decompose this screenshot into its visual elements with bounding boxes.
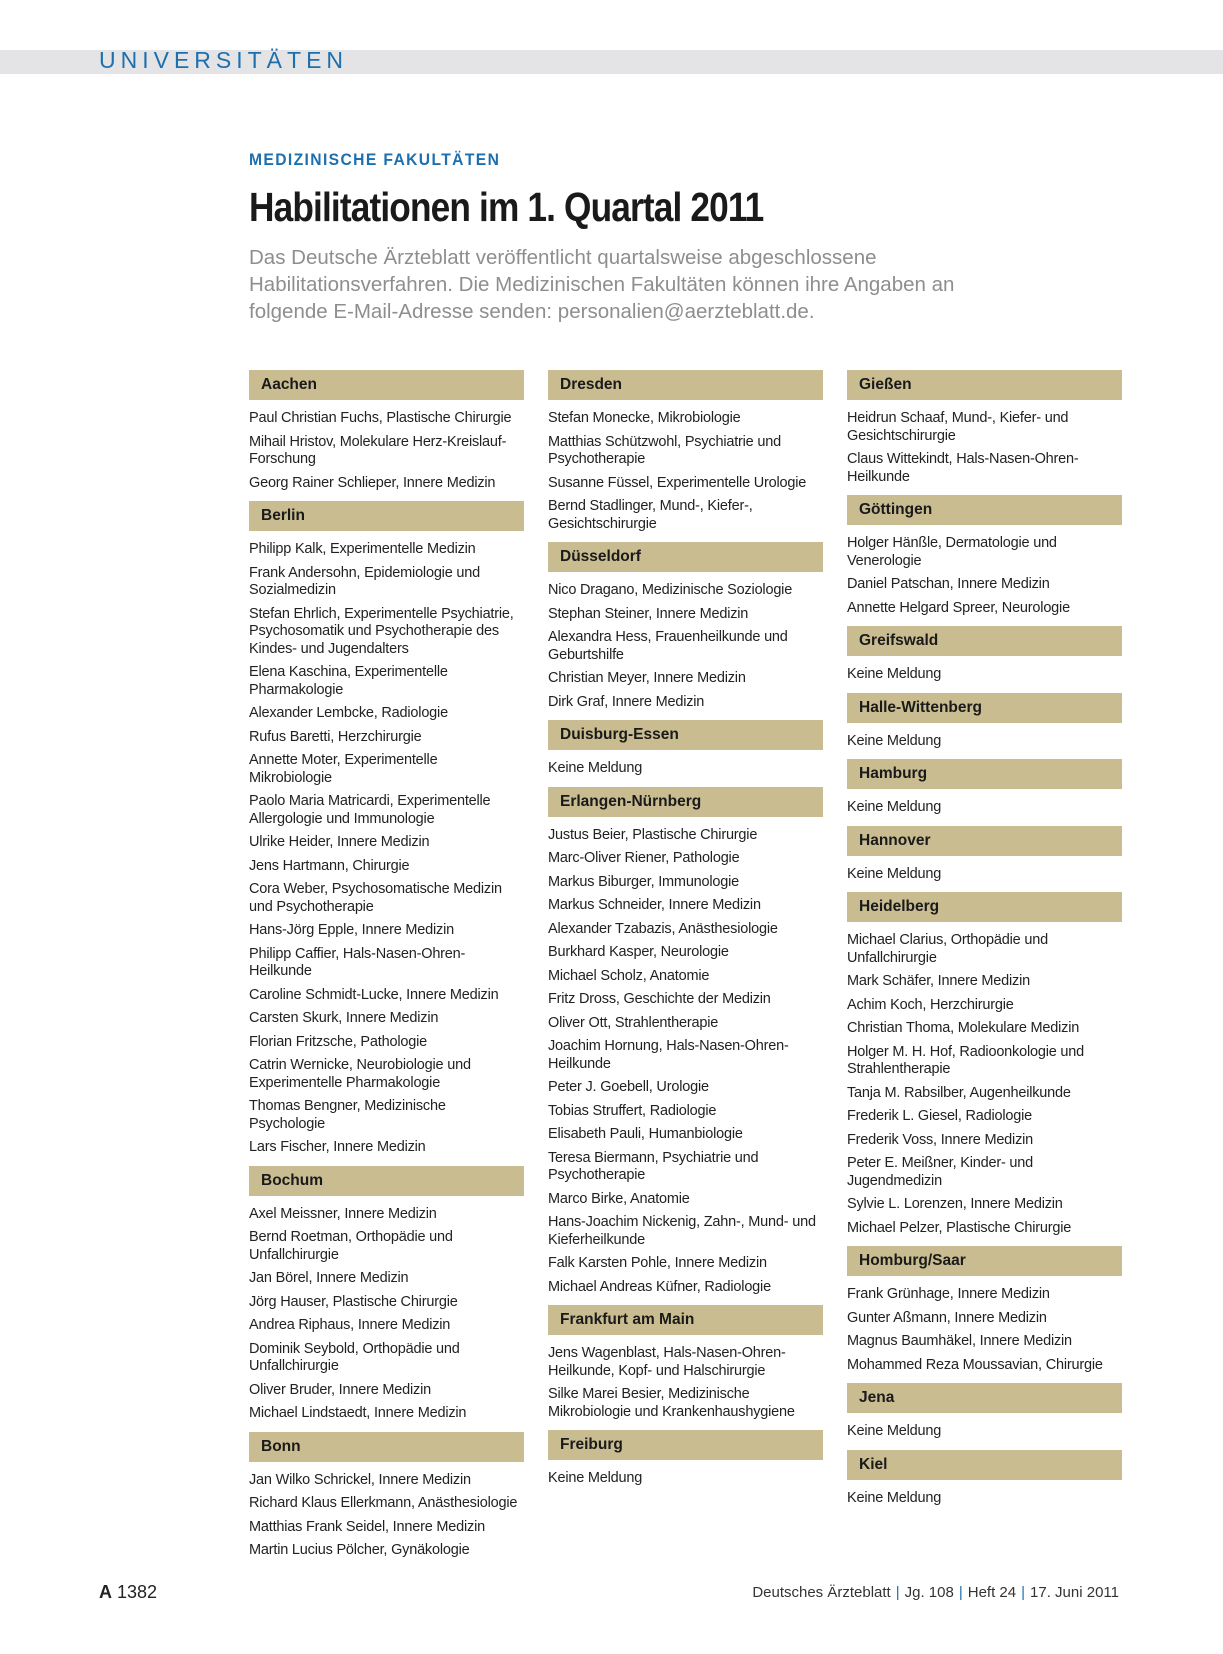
- habilitation-entry: Axel Meissner, Innere Medizin: [249, 1205, 437, 1222]
- habilitation-entry: Peter E. Meißner, Kinder- und Jugendmedizin: [847, 1155, 1034, 1189]
- column-3: [847, 370, 1122, 1516]
- habilitation-entry: Philipp Caffier, Hals-Nasen-Ohren-Heilkunde: [249, 945, 466, 979]
- habilitation-entry: Markus Schneider, Innere Medizin: [548, 897, 761, 913]
- habilitation-entry: Nico Dragano, Medizinische Soziologie: [548, 582, 793, 598]
- habilitation-entry: Jan Wilko Schrickel, Innere Medizin: [249, 1471, 471, 1488]
- university-header: Bochum: [249, 1166, 524, 1196]
- journal-date: 17. Juni 2011: [1030, 1584, 1119, 1601]
- university-header: Hannover: [847, 826, 1122, 856]
- habilitation-entry: Ulrike Heider, Innere Medizin: [249, 834, 430, 850]
- university-section: [847, 759, 1122, 817]
- page-number-value: 1382: [117, 1582, 158, 1602]
- habilitation-entry: Dirk Graf, Innere Medizin: [548, 693, 705, 710]
- university-section: [847, 892, 1122, 1237]
- university-header: Erlangen-Nürnberg: [548, 787, 823, 817]
- habilitation-entry: Keine Meldung: [847, 1489, 942, 1506]
- habilitation-entry: Marc-Oliver Riener, Pathologie: [548, 850, 740, 866]
- habilitation-entry: Christian Meyer, Innere Medizin: [548, 670, 746, 686]
- habilitation-entry: Achim Koch, Herzchirurgie: [847, 996, 1014, 1013]
- habilitation-entry: Silke Marei Besier, Medizinische Mikrobiologie und Krankenhaushygiene: [548, 1386, 795, 1420]
- section-label: UNIVERSITÄTEN: [99, 47, 349, 73]
- footer-separator: |: [895, 1584, 900, 1601]
- journal-issue: Heft 24: [967, 1584, 1017, 1601]
- habilitation-entry: Frank Grünhage, Innere Medizin: [847, 1286, 1050, 1302]
- university-header: Dresden: [548, 370, 823, 400]
- habilitation-entry: Hans-Joachim Nickenig, Zahn-, Mund- und Kieferheilkunde: [548, 1214, 816, 1248]
- habilitation-entry: Keine Meldung: [847, 799, 942, 815]
- habilitation-entry: Frederik Voss, Innere Medizin: [847, 1131, 1034, 1148]
- habilitation-entry: Mohammed Reza Moussavian, Chirurgie: [847, 1356, 1103, 1373]
- university-header: Heidelberg: [847, 892, 1122, 922]
- habilitation-entry: Catrin Wernicke, Neurobiologie und Experimentelle Pharmakologie: [249, 1057, 471, 1091]
- university-header: Aachen: [249, 370, 524, 400]
- habilitation-entry: Teresa Biermann, Psychiatrie und Psychotherapie: [548, 1149, 759, 1183]
- habilitation-entry: Alexander Tzabazis, Anästhesiologie: [548, 920, 778, 937]
- habilitation-entry: Mark Schäfer, Innere Medizin: [847, 973, 1030, 989]
- habilitation-entry: Mihail Hristov, Molekulare Herz-Kreislauf-Forschung: [249, 433, 507, 467]
- university-section: [548, 787, 823, 1297]
- university-header: Jena: [847, 1383, 1122, 1413]
- habilitation-entry: Keine Meldung: [548, 1470, 643, 1486]
- habilitation-entry: Paul Christian Fuchs, Plastische Chirurgie: [249, 410, 512, 426]
- university-section: [249, 370, 524, 492]
- habilitation-entry: Heidrun Schaaf, Mund-, Kiefer- und Gesichtschirurgie: [847, 410, 1069, 444]
- habilitation-entry: Peter J. Goebell, Urologie: [548, 1079, 709, 1095]
- habilitation-entry: Matthias Schützwohl, Psychiatrie und Psychotherapie: [548, 433, 781, 467]
- university-section: [847, 1246, 1122, 1374]
- footer-separator: |: [1021, 1584, 1026, 1601]
- page-number: [99, 1582, 157, 1603]
- column-1: [249, 370, 524, 1569]
- university-section: [847, 1450, 1122, 1508]
- article-kicker: MEDIZINISCHE FAKULTÄTEN: [249, 150, 501, 169]
- university-header: Frankfurt am Main: [548, 1305, 823, 1335]
- habilitation-entry: Susanne Füssel, Experimentelle Urologie: [548, 474, 807, 491]
- university-section: [847, 495, 1122, 617]
- university-section: [249, 1166, 524, 1423]
- habilitation-entry: Holger M. H. Hof, Radioonkologie und Strahlentherapie: [847, 1043, 1085, 1077]
- habilitation-entry: Keine Meldung: [847, 666, 942, 682]
- university-section: [548, 720, 823, 778]
- habilitation-entry: Dominik Seybold, Orthopädie und Unfallchirurgie: [249, 1340, 460, 1374]
- habilitation-entry: Frank Andersohn, Epidemiologie und Sozialmedizin: [249, 564, 480, 598]
- university-section: [847, 626, 1122, 684]
- habilitation-entry: Keine Meldung: [548, 760, 643, 776]
- university-section: [249, 501, 524, 1157]
- habilitation-entry: Gunter Aßmann, Innere Medizin: [847, 1309, 1047, 1326]
- university-section: [548, 1305, 823, 1421]
- habilitation-entry: Cora Weber, Psychosomatische Medizin und Psychotherapie: [249, 881, 502, 915]
- footer-separator: |: [958, 1584, 963, 1601]
- habilitation-entry: Frederik L. Giesel, Radiologie: [847, 1108, 1033, 1124]
- habilitation-entry: Michael Andreas Küfner, Radiologie: [548, 1278, 771, 1295]
- habilitation-entry: Bernd Stadlinger, Mund-, Kiefer-, Gesichtschirurgie: [548, 498, 753, 532]
- habilitation-entry: Rufus Baretti, Herzchirurgie: [249, 728, 422, 745]
- habilitation-entry: Fritz Dross, Geschichte der Medizin: [548, 991, 771, 1007]
- university-header: Düsseldorf: [548, 542, 823, 572]
- university-header: Berlin: [249, 501, 524, 531]
- habilitation-entry: Sylvie L. Lorenzen, Innere Medizin: [847, 1196, 1063, 1212]
- habilitation-entry: Tanja M. Rabsilber, Augenheilkunde: [847, 1084, 1071, 1101]
- habilitation-entry: Justus Beier, Plastische Chirurgie: [548, 826, 758, 843]
- habilitation-entry: Oliver Ott, Strahlentherapie: [548, 1014, 719, 1031]
- university-header: Kiel: [847, 1450, 1122, 1480]
- habilitation-entry: Martin Lucius Pölcher, Gynäkologie: [249, 1542, 470, 1558]
- habilitation-entry: Keine Meldung: [847, 865, 942, 882]
- article-title: Habilitationen im 1. Quartal 2011: [249, 184, 764, 230]
- habilitation-entry: Michael Pelzer, Plastische Chirurgie: [847, 1219, 1072, 1236]
- university-header: Halle-Wittenberg: [847, 693, 1122, 723]
- habilitation-entry: Georg Rainer Schlieper, Innere Medizin: [249, 474, 496, 491]
- habilitation-entry: Alexandra Hess, Frauenheilkunde und Geburtshilfe: [548, 629, 788, 663]
- habilitation-entry: Joachim Hornung, Hals-Nasen-Ohren-Heilkunde: [548, 1038, 789, 1072]
- university-section: [548, 542, 823, 711]
- habilitation-entry: Claus Wittekindt, Hals-Nasen-Ohren-Heilkunde: [847, 451, 1079, 485]
- habilitation-entry: Alexander Lembcke, Radiologie: [249, 705, 448, 721]
- habilitation-entry: Michael Lindstaedt, Innere Medizin: [249, 1405, 467, 1421]
- habilitation-entry: Annette Helgard Spreer, Neurologie: [847, 599, 1070, 616]
- habilitation-entry: Oliver Bruder, Innere Medizin: [249, 1381, 431, 1398]
- university-section: [847, 693, 1122, 751]
- journal-volume: Jg. 108: [904, 1584, 954, 1601]
- habilitation-entry: Marco Birke, Anatomie: [548, 1190, 690, 1207]
- page-prefix: A: [99, 1582, 112, 1602]
- university-header: Duisburg-Essen: [548, 720, 823, 750]
- university-header: Greifswald: [847, 626, 1122, 656]
- university-section: [847, 1383, 1122, 1441]
- habilitation-entry: Burkhard Kasper, Neurologie: [548, 944, 729, 960]
- habilitation-entry: Caroline Schmidt-Lucke, Innere Medizin: [249, 986, 499, 1003]
- habilitation-entry: Elena Kaschina, Experimentelle Pharmakologie: [249, 664, 448, 698]
- habilitation-entry: Lars Fischer, Innere Medizin: [249, 1139, 426, 1155]
- journal-footer: [752, 1584, 1119, 1601]
- habilitation-entry: Stefan Monecke, Mikrobiologie: [548, 410, 741, 426]
- column-2: [548, 370, 823, 1497]
- habilitation-entry: Jens Hartmann, Chirurgie: [249, 857, 410, 874]
- university-header: Freiburg: [548, 1430, 823, 1460]
- habilitation-entry: Stephan Steiner, Innere Medizin: [548, 605, 749, 622]
- university-section: [847, 370, 1122, 486]
- habilitation-entry: Hans-Jörg Epple, Innere Medizin: [249, 922, 454, 938]
- habilitation-entry: Keine Meldung: [847, 1423, 942, 1439]
- habilitation-entry: Paolo Maria Matricardi, Experimentelle Allergologie und Immunologie: [249, 793, 491, 827]
- habilitation-entry: Andrea Riphaus, Innere Medizin: [249, 1317, 451, 1333]
- habilitation-entry: Carsten Skurk, Innere Medizin: [249, 1010, 439, 1026]
- habilitation-entry: Holger Hänßle, Dermatologie und Venerologie: [847, 535, 1057, 569]
- university-header: Hamburg: [847, 759, 1122, 789]
- habilitation-entry: Elisabeth Pauli, Humanbiologie: [548, 1126, 743, 1142]
- university-header: Bonn: [249, 1432, 524, 1462]
- habilitation-entry: Michael Clarius, Orthopädie und Unfallchirurgie: [847, 932, 1048, 966]
- habilitation-entry: Christian Thoma, Molekulare Medizin: [847, 1020, 1080, 1036]
- university-header: Homburg/Saar: [847, 1246, 1122, 1276]
- habilitation-entry: Annette Moter, Experimentelle Mikrobiologie: [249, 752, 438, 786]
- habilitation-entry: Florian Fritzsche, Pathologie: [249, 1033, 427, 1050]
- habilitation-entry: Jens Wagenblast, Hals-Nasen-Ohren-Heilkunde, Kopf- und Halschirurgie: [548, 1345, 786, 1379]
- article-intro: Das Deutsche Ärzteblatt veröffentlicht quartalsweise abgeschlossene Habilitationsverfahren. Die Medizinischen Fakultäten können ihre Angaben an folgende E-Mail-Adresse senden: personalien@aerzteblatt.de.: [249, 246, 955, 323]
- university-section: [249, 1432, 524, 1560]
- habilitation-entry: Stefan Ehrlich, Experimentelle Psychiatrie, Psychosomatik und Psychotherapie des Kindes- und Jugendalters: [249, 605, 514, 657]
- habilitation-entry: Magnus Baumhäkel, Innere Medizin: [847, 1333, 1072, 1349]
- habilitation-entry: Falk Karsten Pohle, Innere Medizin: [548, 1255, 767, 1271]
- university-header: Göttingen: [847, 495, 1122, 525]
- habilitation-entry: Thomas Bengner, Medizinische Psychologie: [249, 1098, 446, 1132]
- habilitation-entry: Tobias Struffert, Radiologie: [548, 1102, 717, 1119]
- habilitation-entry: Jan Börel, Innere Medizin: [249, 1270, 409, 1286]
- university-section: [548, 370, 823, 533]
- habilitation-entry: Keine Meldung: [847, 732, 942, 749]
- habilitation-entry: Jörg Hauser, Plastische Chirurgie: [249, 1293, 458, 1310]
- habilitation-entry: Matthias Frank Seidel, Innere Medizin: [249, 1518, 485, 1535]
- journal-name: Deutsches Ärzteblatt: [752, 1584, 891, 1601]
- habilitation-entry: Richard Klaus Ellerkmann, Anästhesiologie: [249, 1495, 518, 1511]
- university-section: [847, 826, 1122, 884]
- university-section: [548, 1430, 823, 1488]
- habilitation-entry: Markus Biburger, Immunologie: [548, 873, 740, 890]
- university-header: Gießen: [847, 370, 1122, 400]
- habilitation-entry: Philipp Kalk, Experimentelle Medizin: [249, 541, 476, 557]
- habilitation-entry: Michael Scholz, Anatomie: [548, 967, 710, 984]
- habilitation-entry: Bernd Roetman, Orthopädie und Unfallchirurgie: [249, 1229, 453, 1263]
- habilitation-entry: Daniel Patschan, Innere Medizin: [847, 576, 1050, 592]
